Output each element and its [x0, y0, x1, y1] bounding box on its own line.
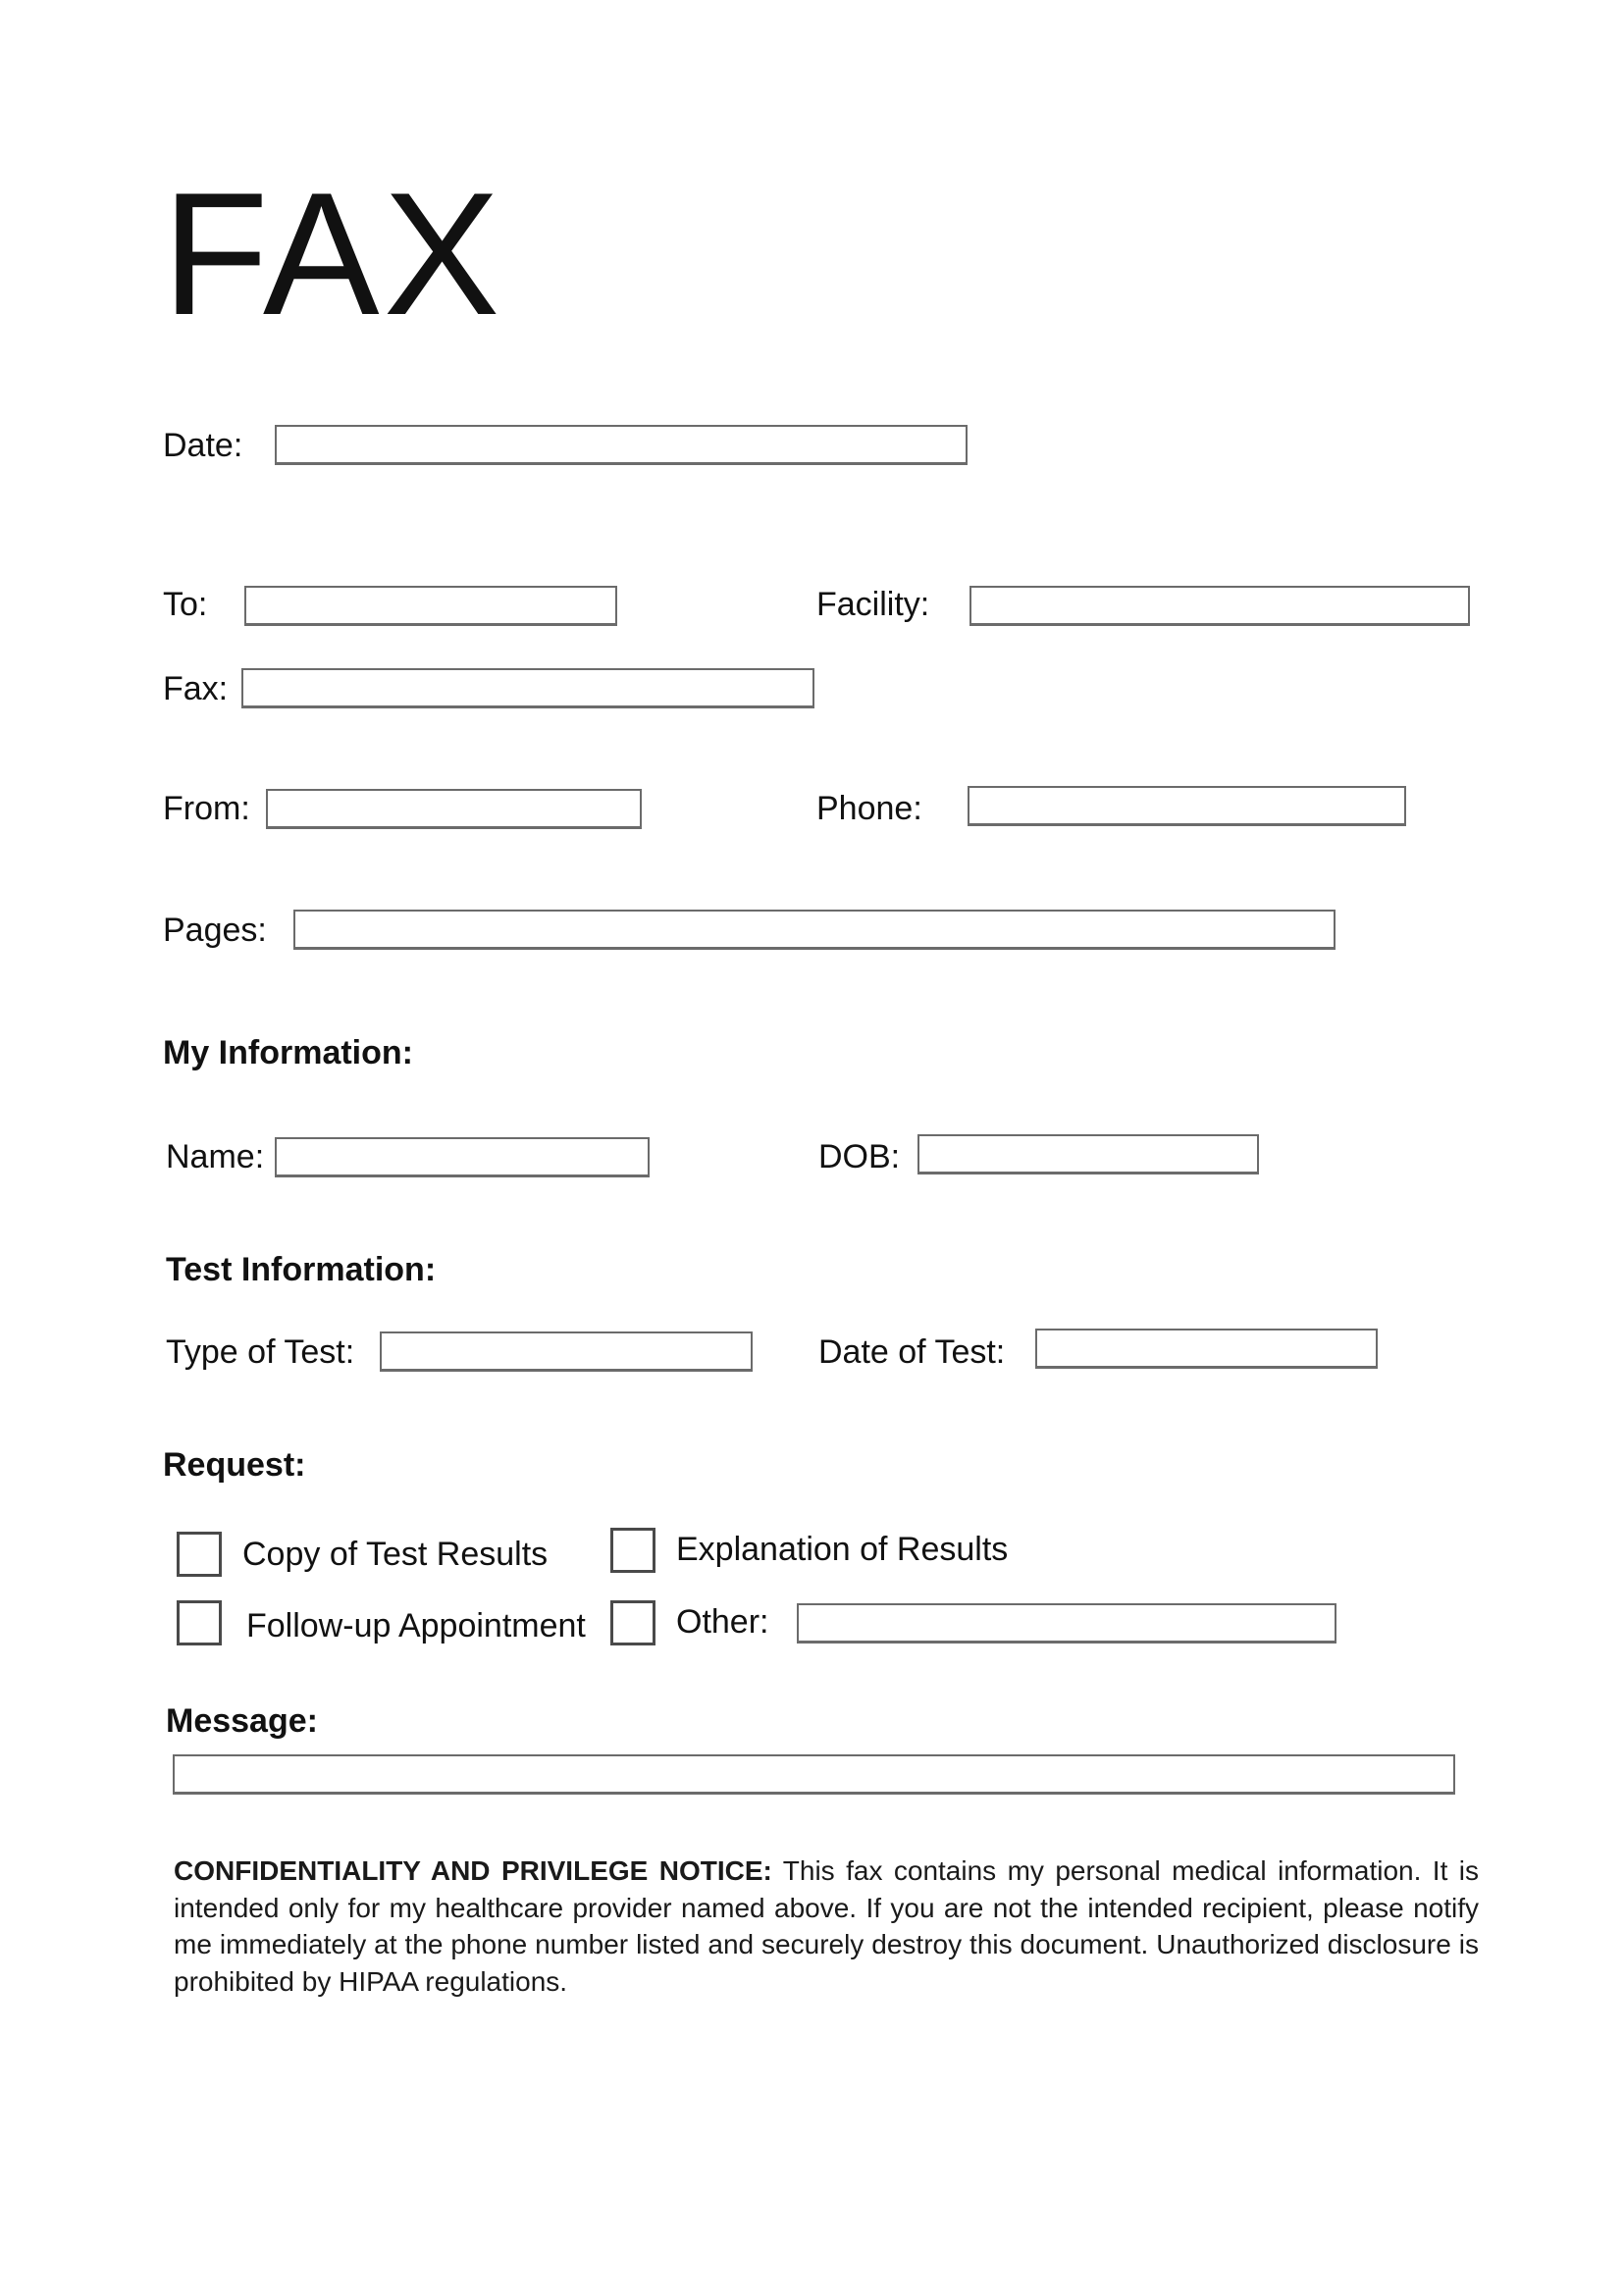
- follow-up-appointment-checkbox[interactable]: [177, 1600, 222, 1645]
- explanation-of-results-checkbox[interactable]: [610, 1528, 655, 1573]
- test-information-heading: Test Information:: [166, 1251, 437, 1288]
- name-field[interactable]: [275, 1137, 650, 1177]
- pages-label: Pages:: [163, 912, 267, 949]
- message-heading: Message:: [166, 1702, 318, 1740]
- dob-label: DOB:: [818, 1138, 901, 1175]
- name-label: Name:: [166, 1138, 265, 1175]
- type-of-test-field[interactable]: [380, 1331, 753, 1372]
- other-checkbox[interactable]: [610, 1600, 655, 1645]
- from-field[interactable]: [266, 789, 642, 829]
- notice-title: CONFIDENTIALITY AND PRIVILEGE NOTICE:: [174, 1855, 772, 1886]
- fax-label: Fax:: [163, 670, 229, 707]
- facility-label: Facility:: [816, 586, 930, 623]
- page-title: FAX: [162, 156, 504, 351]
- date-of-test-label: Date of Test:: [818, 1333, 1006, 1371]
- notice-body: This fax contains my personal medical information. It is intended only for my healthcare provider named above. If you are not the intended recipient, please notify me immediately at the phone number listed and securely destroy this document. Unauthorized disclosure is prohibited by HIPAA regulations.: [174, 1855, 1479, 1997]
- dob-field[interactable]: [917, 1134, 1259, 1174]
- to-label: To:: [163, 586, 208, 623]
- copy-of-results-checkbox[interactable]: [177, 1532, 222, 1577]
- copy-of-results-label: Copy of Test Results: [242, 1536, 549, 1573]
- date-of-test-field[interactable]: [1035, 1329, 1378, 1369]
- facility-field[interactable]: [969, 586, 1470, 626]
- type-of-test-label: Type of Test:: [166, 1333, 355, 1371]
- other-label: Other:: [676, 1603, 769, 1641]
- explanation-of-results-label: Explanation of Results: [676, 1531, 1009, 1568]
- my-information-heading: My Information:: [163, 1034, 413, 1071]
- fax-field[interactable]: [241, 668, 814, 708]
- pages-field[interactable]: [293, 910, 1336, 950]
- phone-label: Phone:: [816, 790, 922, 827]
- confidentiality-notice: [174, 1852, 1479, 2000]
- message-field[interactable]: [173, 1754, 1455, 1795]
- follow-up-appointment-label: Follow-up Appointment: [246, 1607, 586, 1644]
- phone-field[interactable]: [968, 786, 1406, 826]
- date-field[interactable]: [275, 425, 968, 465]
- from-label: From:: [163, 790, 250, 827]
- request-heading: Request:: [163, 1446, 306, 1484]
- date-label: Date:: [163, 427, 243, 464]
- other-field[interactable]: [797, 1603, 1336, 1644]
- to-field[interactable]: [244, 586, 617, 626]
